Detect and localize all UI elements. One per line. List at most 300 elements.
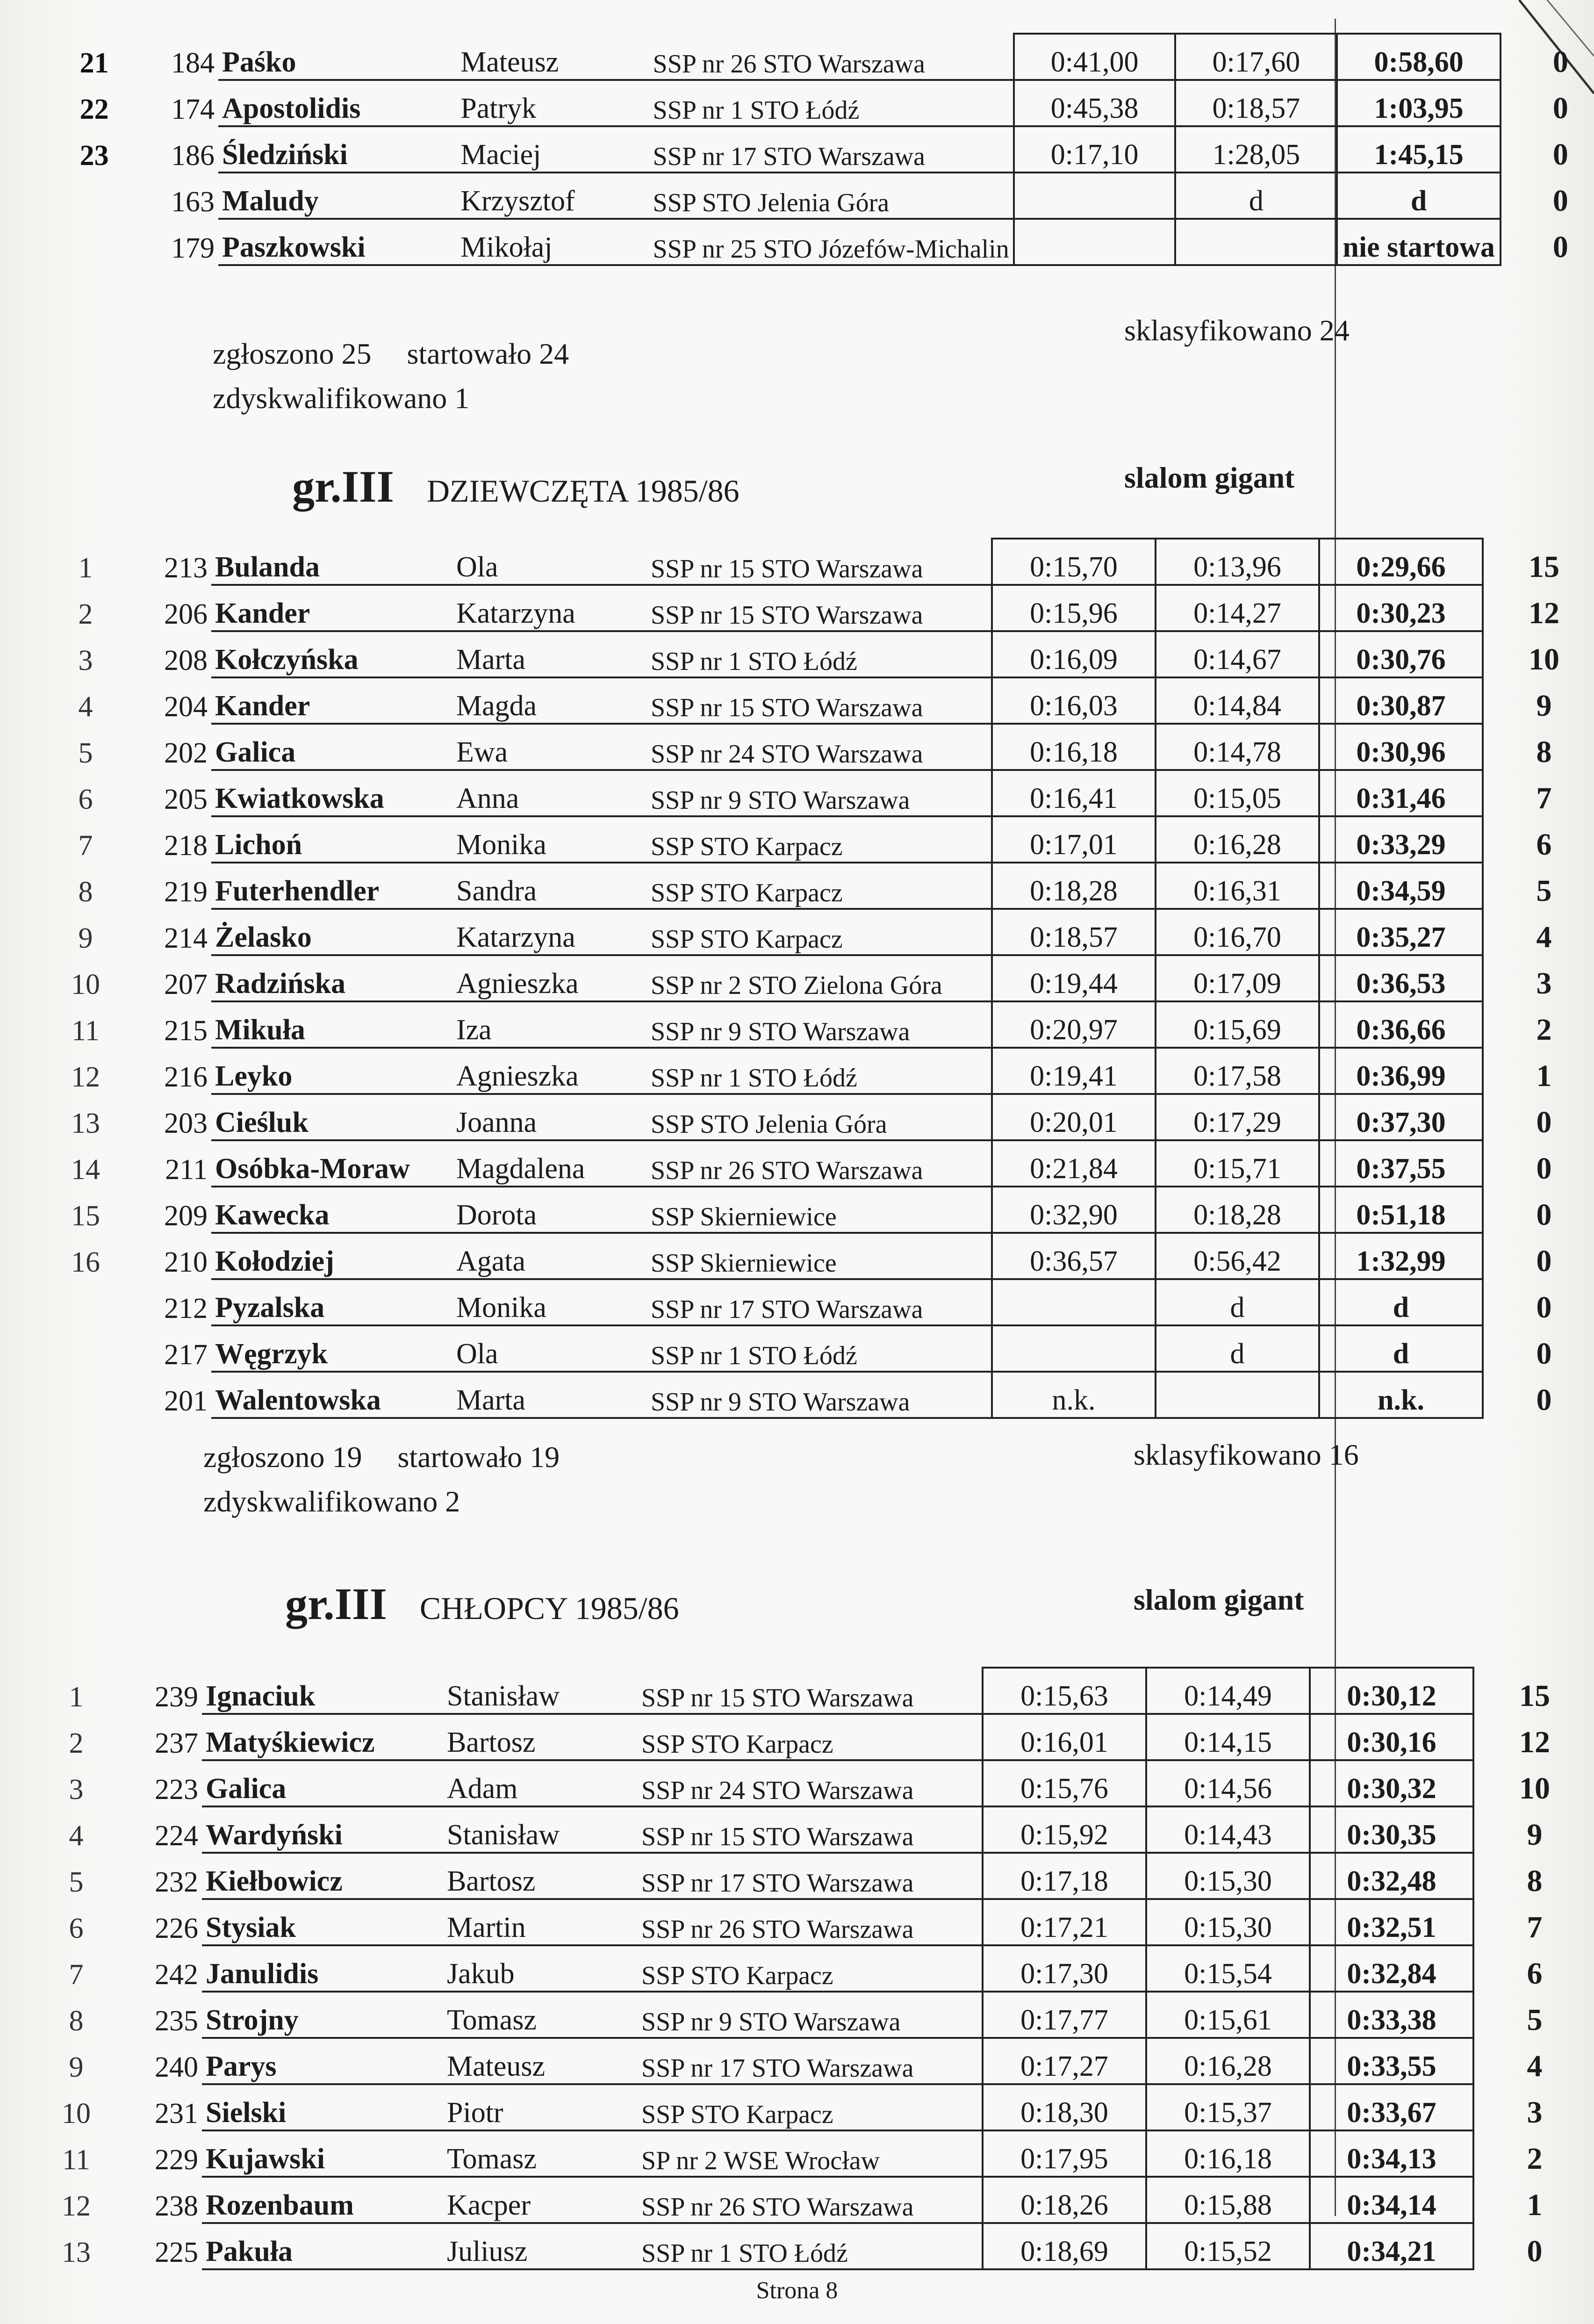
- entered-count: zgłoszono 25: [213, 337, 372, 370]
- points-cell: 3: [1527, 2095, 1543, 2130]
- table-row: [47, 585, 1578, 631]
- table-row: [47, 1279, 1578, 1325]
- run2-time-cell: 0:15,30: [1146, 1853, 1310, 1899]
- run2-time-cell: 0:17,60: [1175, 34, 1337, 80]
- bib-cell: 223: [155, 1773, 198, 1806]
- spacer: [1501, 80, 1527, 126]
- last-name-cell: Radzińska: [211, 955, 452, 1001]
- club-cell: SSP nr 9 STO Warszawa: [647, 1001, 992, 1048]
- last-name-cell: Strojny: [202, 1992, 443, 2038]
- run1-time-cell: 0:18,57: [992, 909, 1156, 955]
- run2-time-cell: 1:28,05: [1175, 126, 1337, 173]
- run2-time-cell: 0:15,61: [1146, 1992, 1310, 2038]
- first-name-cell: Marta: [452, 1372, 647, 1418]
- run2-time-cell: 0:18,28: [1156, 1187, 1319, 1233]
- total-time-cell: 0:34,21: [1310, 2223, 1473, 2269]
- spacer: [1473, 1668, 1501, 1714]
- last-name-cell: Sielski: [202, 2084, 443, 2130]
- first-name-cell: Ola: [452, 1325, 647, 1372]
- total-time-cell: 0:29,66: [1319, 539, 1483, 585]
- table-row: [47, 1187, 1578, 1233]
- bib-cell: 218: [164, 829, 208, 862]
- bib-cell: 237: [155, 1727, 198, 1759]
- place-cell: [47, 1279, 124, 1325]
- run1-time-cell: 0:17,01: [992, 816, 1156, 863]
- girls-summary-line1: [203, 1440, 588, 1475]
- table-row: [37, 1760, 1569, 1806]
- total-time-cell: 0:51,18: [1319, 1187, 1483, 1233]
- place-cell: 11: [62, 2144, 90, 2176]
- run2-time-cell: 0:14,78: [1156, 724, 1319, 770]
- club-cell: SSP nr 15 STO Warszawa: [638, 1668, 983, 1714]
- top-summary-line1: [213, 337, 597, 371]
- first-name-cell: Magdalena: [452, 1140, 647, 1187]
- run1-time-cell: 0:15,70: [992, 539, 1156, 585]
- bib-cell: 219: [164, 876, 208, 908]
- club-cell: SSP nr 15 STO Warszawa: [638, 1806, 983, 1853]
- run1-time-cell: [992, 1325, 1156, 1372]
- total-time-cell: 0:58,60: [1337, 34, 1501, 80]
- spacer: [1473, 1760, 1501, 1806]
- spacer: [1483, 770, 1510, 816]
- last-name-cell: Węgrzyk: [211, 1325, 452, 1372]
- spacer: [1483, 1048, 1510, 1094]
- spacer: [1483, 1325, 1510, 1372]
- place-cell: 7: [78, 829, 93, 862]
- bib-cell: 240: [155, 2051, 198, 2083]
- bib-cell: 225: [155, 2236, 198, 2268]
- spacer: [1473, 1899, 1501, 1945]
- first-name-cell: Monika: [452, 816, 647, 863]
- spacer: [1483, 1372, 1510, 1418]
- spacer: [1483, 539, 1510, 585]
- table-row: [37, 1945, 1569, 1992]
- run1-time-cell: 0:17,95: [983, 2130, 1146, 2177]
- total-time-cell: 1:32,99: [1319, 1233, 1483, 1279]
- last-name-cell: Ignaciuk: [202, 1668, 443, 1714]
- place-cell: 10: [62, 2097, 91, 2130]
- first-name-cell: Tomasz: [443, 2130, 638, 2177]
- total-time-cell: d: [1337, 173, 1501, 219]
- points-cell: 15: [1519, 1679, 1550, 1713]
- club-cell: SSP STO Karpacz: [638, 1714, 983, 1760]
- last-name-cell: Janulidis: [202, 1945, 443, 1992]
- place-cell: 10: [71, 968, 100, 1000]
- bib-cell: 232: [155, 1866, 198, 1898]
- first-name-cell: Joanna: [452, 1094, 647, 1140]
- total-time-cell: 0:30,35: [1310, 1806, 1473, 1853]
- points-cell: 6: [1536, 827, 1552, 862]
- bib-cell: 186: [171, 139, 215, 172]
- bib-cell: 210: [164, 1246, 208, 1278]
- spacer: [1501, 34, 1527, 80]
- table-row: [37, 2038, 1569, 2084]
- last-name-cell: Apostolidis: [218, 80, 457, 126]
- place-cell: 12: [62, 2190, 91, 2222]
- spacer: [1473, 1714, 1501, 1760]
- place-cell: 2: [69, 1727, 84, 1759]
- run1-time-cell: 0:15,96: [992, 585, 1156, 631]
- run1-time-cell: 0:16,18: [992, 724, 1156, 770]
- table-row: [56, 126, 1594, 173]
- spacer: [1501, 126, 1527, 173]
- top-disqualified: zdyskwalifikowano 1: [213, 381, 470, 415]
- points-cell: 7: [1527, 1910, 1543, 1945]
- first-name-cell: Maciej: [457, 126, 649, 173]
- table-row: [37, 1853, 1569, 1899]
- spacer: [1483, 1279, 1510, 1325]
- run2-time-cell: 0:17,09: [1156, 955, 1319, 1001]
- points-cell: 9: [1527, 1818, 1543, 1852]
- first-name-cell: Monika: [452, 1279, 647, 1325]
- total-time-cell: 0:34,59: [1319, 863, 1483, 909]
- table-row: [56, 219, 1594, 265]
- run1-time-cell: 0:17,21: [983, 1899, 1146, 1945]
- first-name-cell: Mateusz: [457, 34, 649, 80]
- points-cell: 9: [1536, 689, 1552, 723]
- points-cell: 2: [1527, 2142, 1543, 2176]
- club-cell: SSP nr 9 STO Warszawa: [647, 770, 992, 816]
- bib-cell: 163: [171, 186, 215, 218]
- place-cell: 3: [69, 1773, 84, 1806]
- spacer: [1483, 585, 1510, 631]
- points-cell: 0: [1552, 184, 1568, 218]
- top-classified: sklasyfikowano 24: [1124, 314, 1350, 347]
- place-cell: 22: [79, 93, 109, 125]
- last-name-cell: Kiełbowicz: [202, 1853, 443, 1899]
- bib-cell: 224: [155, 1820, 198, 1852]
- club-cell: SSP nr 1 STO Łódź: [638, 2223, 983, 2269]
- place-cell: [56, 173, 132, 219]
- place-cell: 2: [78, 598, 93, 630]
- bib-cell: 217: [164, 1338, 208, 1371]
- last-name-cell: Paśko: [218, 34, 457, 80]
- bib-cell: 205: [164, 783, 208, 815]
- last-name-cell: Maludy: [218, 173, 457, 219]
- club-cell: SSP nr 24 STO Warszawa: [647, 724, 992, 770]
- place-cell: 15: [71, 1200, 100, 1232]
- club-cell: SSP nr 26 STO Warszawa: [649, 34, 1014, 80]
- spacer: [1473, 2084, 1501, 2130]
- bib-cell: 216: [164, 1061, 208, 1093]
- bib-cell: 214: [164, 922, 208, 954]
- club-cell: SSP Skierniewice: [647, 1187, 992, 1233]
- last-name-cell: Śledziński: [218, 126, 457, 173]
- first-name-cell: Jakub: [443, 1945, 638, 1992]
- points-cell: 0: [1552, 137, 1568, 172]
- run2-time-cell: 0:14,67: [1156, 631, 1319, 677]
- total-time-cell: 0:34,13: [1310, 2130, 1473, 2177]
- total-time-cell: 0:32,51: [1310, 1899, 1473, 1945]
- run1-time-cell: [1014, 173, 1176, 219]
- total-time-cell: 0:36,53: [1319, 955, 1483, 1001]
- spacer: [1473, 2130, 1501, 2177]
- run1-time-cell: 0:36,57: [992, 1233, 1156, 1279]
- table-row: [37, 1668, 1569, 1714]
- last-name-cell: Żelasko: [211, 909, 452, 955]
- run2-time-cell: 0:14,84: [1156, 677, 1319, 724]
- total-time-cell: d: [1319, 1325, 1483, 1372]
- run1-time-cell: 0:15,92: [983, 1806, 1146, 1853]
- bib-cell: 242: [155, 1958, 198, 1991]
- bib-cell: 203: [164, 1107, 208, 1139]
- place-cell: [47, 1372, 124, 1418]
- club-cell: SSP nr 26 STO Warszawa: [638, 2177, 983, 2223]
- first-name-cell: Stanisław: [443, 1668, 638, 1714]
- club-cell: SSP STO Karpacz: [647, 863, 992, 909]
- table-row: [47, 539, 1578, 585]
- table-row: [47, 631, 1578, 677]
- club-cell: SSP nr 24 STO Warszawa: [638, 1760, 983, 1806]
- table-row: [37, 1714, 1569, 1760]
- first-name-cell: Juliusz: [443, 2223, 638, 2269]
- spacer: [1473, 1853, 1501, 1899]
- table-row: [47, 770, 1578, 816]
- spacer: [1483, 955, 1510, 1001]
- run1-time-cell: 0:41,00: [1014, 34, 1176, 80]
- boys-group-label: gr.III: [285, 1579, 387, 1629]
- first-name-cell: Sandra: [452, 863, 647, 909]
- club-cell: SSP nr 17 STO Warszawa: [647, 1279, 992, 1325]
- club-cell: SSP nr 9 STO Warszawa: [647, 1372, 992, 1418]
- points-cell: 0: [1536, 1337, 1552, 1371]
- total-time-cell: 0:33,29: [1319, 816, 1483, 863]
- club-cell: SP nr 2 WSE Wrocław: [638, 2130, 983, 2177]
- first-name-cell: Iza: [452, 1001, 647, 1048]
- total-time-cell: 0:31,46: [1319, 770, 1483, 816]
- bib-cell: 215: [164, 1015, 208, 1047]
- run2-time-cell: 0:16,28: [1156, 816, 1319, 863]
- last-name-cell: Kujawski: [202, 2130, 443, 2177]
- table-row: [56, 173, 1594, 219]
- place-cell: 16: [71, 1246, 100, 1278]
- last-name-cell: Paszkowski: [218, 219, 457, 265]
- total-time-cell: 1:45,15: [1337, 126, 1501, 173]
- run1-time-cell: 0:16,41: [992, 770, 1156, 816]
- place-cell: 1: [69, 1681, 84, 1713]
- total-time-cell: 0:30,12: [1310, 1668, 1473, 1714]
- last-name-cell: Pyzalska: [211, 1279, 452, 1325]
- table-row: [47, 1372, 1578, 1418]
- table-row: [37, 1992, 1569, 2038]
- club-cell: SSP nr 1 STO Łódź: [647, 1048, 992, 1094]
- spacer: [1501, 219, 1527, 265]
- girls-disqualified: zdyskwalifikowano 2: [203, 1485, 460, 1518]
- last-name-cell: Leyko: [211, 1048, 452, 1094]
- table-row: [37, 2084, 1569, 2130]
- last-name-cell: Lichoń: [211, 816, 452, 863]
- club-cell: SSP nr 1 STO Łódź: [647, 631, 992, 677]
- top-results-table: [56, 33, 1594, 266]
- first-name-cell: Patryk: [457, 80, 649, 126]
- last-name-cell: Kołodziej: [211, 1233, 452, 1279]
- club-cell: SSP nr 2 STO Zielona Góra: [647, 955, 992, 1001]
- points-cell: 0: [1536, 1151, 1552, 1186]
- table-row: [47, 1094, 1578, 1140]
- bib-cell: 212: [164, 1292, 208, 1324]
- first-name-cell: Ola: [452, 539, 647, 585]
- points-cell: 8: [1527, 1864, 1543, 1899]
- last-name-cell: Bulanda: [211, 539, 452, 585]
- run1-time-cell: 0:45,38: [1014, 80, 1176, 126]
- points-cell: 6: [1527, 1957, 1543, 1991]
- bib-cell: 208: [164, 644, 208, 676]
- run2-time-cell: 0:18,57: [1175, 80, 1337, 126]
- place-cell: 8: [69, 2005, 84, 2037]
- run1-time-cell: 0:19,44: [992, 955, 1156, 1001]
- table-row: [47, 909, 1578, 955]
- bib-cell: 202: [164, 737, 208, 769]
- total-time-cell: n.k.: [1319, 1372, 1483, 1418]
- table-row: [47, 677, 1578, 724]
- table-row: [47, 955, 1578, 1001]
- run1-time-cell: 0:32,90: [992, 1187, 1156, 1233]
- club-cell: SSP nr 9 STO Warszawa: [638, 1992, 983, 2038]
- run1-time-cell: 0:18,30: [983, 2084, 1146, 2130]
- total-time-cell: 0:30,16: [1310, 1714, 1473, 1760]
- total-time-cell: 0:32,84: [1310, 1945, 1473, 1992]
- run2-time-cell: 0:17,58: [1156, 1048, 1319, 1094]
- run1-time-cell: 0:21,84: [992, 1140, 1156, 1187]
- run1-time-cell: 0:16,01: [983, 1714, 1146, 1760]
- club-cell: SSP nr 26 STO Warszawa: [647, 1140, 992, 1187]
- points-cell: 12: [1519, 1725, 1550, 1760]
- table-row: [47, 1140, 1578, 1187]
- total-time-cell: 0:30,96: [1319, 724, 1483, 770]
- points-cell: 0: [1536, 1198, 1552, 1232]
- last-name-cell: Pakuła: [202, 2223, 443, 2269]
- first-name-cell: Krzysztof: [457, 173, 649, 219]
- first-name-cell: Mikołaj: [457, 219, 649, 265]
- club-cell: SSP STO Karpacz: [647, 909, 992, 955]
- run2-time-cell: 0:16,31: [1156, 863, 1319, 909]
- run2-time-cell: 0:13,96: [1156, 539, 1319, 585]
- run2-time-cell: 0:15,69: [1156, 1001, 1319, 1048]
- run2-time-cell: 0:15,54: [1146, 1945, 1310, 1992]
- total-time-cell: nie startowa: [1337, 219, 1501, 265]
- club-cell: SSP nr 17 STO Warszawa: [638, 1853, 983, 1899]
- club-cell: SSP Skierniewice: [647, 1233, 992, 1279]
- club-cell: SSP nr 1 STO Łódź: [647, 1325, 992, 1372]
- points-cell: 5: [1527, 2003, 1543, 2037]
- total-time-cell: 0:37,30: [1319, 1094, 1483, 1140]
- place-cell: 4: [78, 691, 93, 723]
- club-cell: SSP nr 1 STO Łódź: [649, 80, 1014, 126]
- girls-results-table: [47, 538, 1578, 1419]
- last-name-cell: Parys: [202, 2038, 443, 2084]
- table-row: [47, 1233, 1578, 1279]
- spacer: [1473, 2177, 1501, 2223]
- bib-cell: 201: [164, 1385, 208, 1417]
- bib-cell: 174: [171, 93, 215, 125]
- total-time-cell: 0:30,87: [1319, 677, 1483, 724]
- run1-time-cell: [1014, 219, 1176, 265]
- spacer: [1473, 1945, 1501, 1992]
- bib-cell: 229: [155, 2144, 198, 2176]
- table-row: [47, 724, 1578, 770]
- boys-group-title: [285, 1578, 679, 1630]
- last-name-cell: Wardyński: [202, 1806, 443, 1853]
- run2-time-cell: d: [1175, 173, 1337, 219]
- points-cell: 0: [1552, 91, 1568, 126]
- points-cell: 0: [1536, 1290, 1552, 1325]
- last-name-cell: Galica: [202, 1760, 443, 1806]
- girls-started-count: startowało 19: [397, 1440, 560, 1474]
- run1-time-cell: 0:18,69: [983, 2223, 1146, 2269]
- first-name-cell: Stanisław: [443, 1806, 638, 1853]
- place-cell: 23: [79, 139, 109, 172]
- spacer: [1483, 1001, 1510, 1048]
- last-name-cell: Cieśluk: [211, 1094, 452, 1140]
- club-cell: SSP nr 17 STO Warszawa: [638, 2038, 983, 2084]
- place-cell: 5: [78, 737, 93, 769]
- spacer: [1483, 909, 1510, 955]
- run1-time-cell: 0:20,97: [992, 1001, 1156, 1048]
- last-name-cell: Walentowska: [211, 1372, 452, 1418]
- first-name-cell: Anna: [452, 770, 647, 816]
- spacer: [1483, 816, 1510, 863]
- first-name-cell: Bartosz: [443, 1853, 638, 1899]
- table-row: [37, 1899, 1569, 1945]
- run2-time-cell: [1156, 1372, 1319, 1418]
- first-name-cell: Kacper: [443, 2177, 638, 2223]
- run1-time-cell: 0:17,27: [983, 2038, 1146, 2084]
- bib-cell: 179: [171, 232, 215, 264]
- first-name-cell: Agnieszka: [452, 955, 647, 1001]
- total-time-cell: 0:36,66: [1319, 1001, 1483, 1048]
- run2-time-cell: [1175, 219, 1337, 265]
- total-time-cell: 0:32,48: [1310, 1853, 1473, 1899]
- points-cell: 15: [1529, 550, 1559, 584]
- run1-time-cell: 0:17,77: [983, 1992, 1146, 2038]
- last-name-cell: Kander: [211, 677, 452, 724]
- club-cell: SSP STO Karpacz: [647, 816, 992, 863]
- points-cell: 0: [1552, 230, 1568, 265]
- last-name-cell: Futerhendler: [211, 863, 452, 909]
- run2-time-cell: 0:16,28: [1146, 2038, 1310, 2084]
- points-cell: 4: [1527, 2049, 1543, 2084]
- table-row: [37, 2177, 1569, 2223]
- table-row: [47, 1001, 1578, 1048]
- place-cell: 5: [69, 1866, 84, 1898]
- girls-entered-count: zgłoszono 19: [203, 1440, 362, 1474]
- run1-time-cell: 0:16,03: [992, 677, 1156, 724]
- table-row: [47, 863, 1578, 909]
- run2-time-cell: 0:15,52: [1146, 2223, 1310, 2269]
- run1-time-cell: 0:17,30: [983, 1945, 1146, 1992]
- table-row: [56, 80, 1594, 126]
- points-cell: 0: [1536, 1105, 1552, 1140]
- last-name-cell: Kwiatkowska: [211, 770, 452, 816]
- run1-time-cell: [992, 1279, 1156, 1325]
- bib-cell: 184: [171, 47, 215, 79]
- total-time-cell: 0:34,14: [1310, 2177, 1473, 2223]
- first-name-cell: Martin: [443, 1899, 638, 1945]
- spacer: [1483, 1233, 1510, 1279]
- total-time-cell: 1:03,95: [1337, 80, 1501, 126]
- bib-cell: 231: [155, 2097, 198, 2130]
- points-cell: 1: [1527, 2188, 1543, 2223]
- last-name-cell: Mikuła: [211, 1001, 452, 1048]
- first-name-cell: Adam: [443, 1760, 638, 1806]
- points-cell: 4: [1536, 920, 1552, 955]
- spacer: [1483, 1187, 1510, 1233]
- place-cell: 6: [69, 1912, 84, 1944]
- run2-time-cell: d: [1156, 1325, 1319, 1372]
- place-cell: 13: [62, 2236, 91, 2268]
- place-cell: 14: [71, 1153, 100, 1186]
- spacer: [1473, 2223, 1501, 2269]
